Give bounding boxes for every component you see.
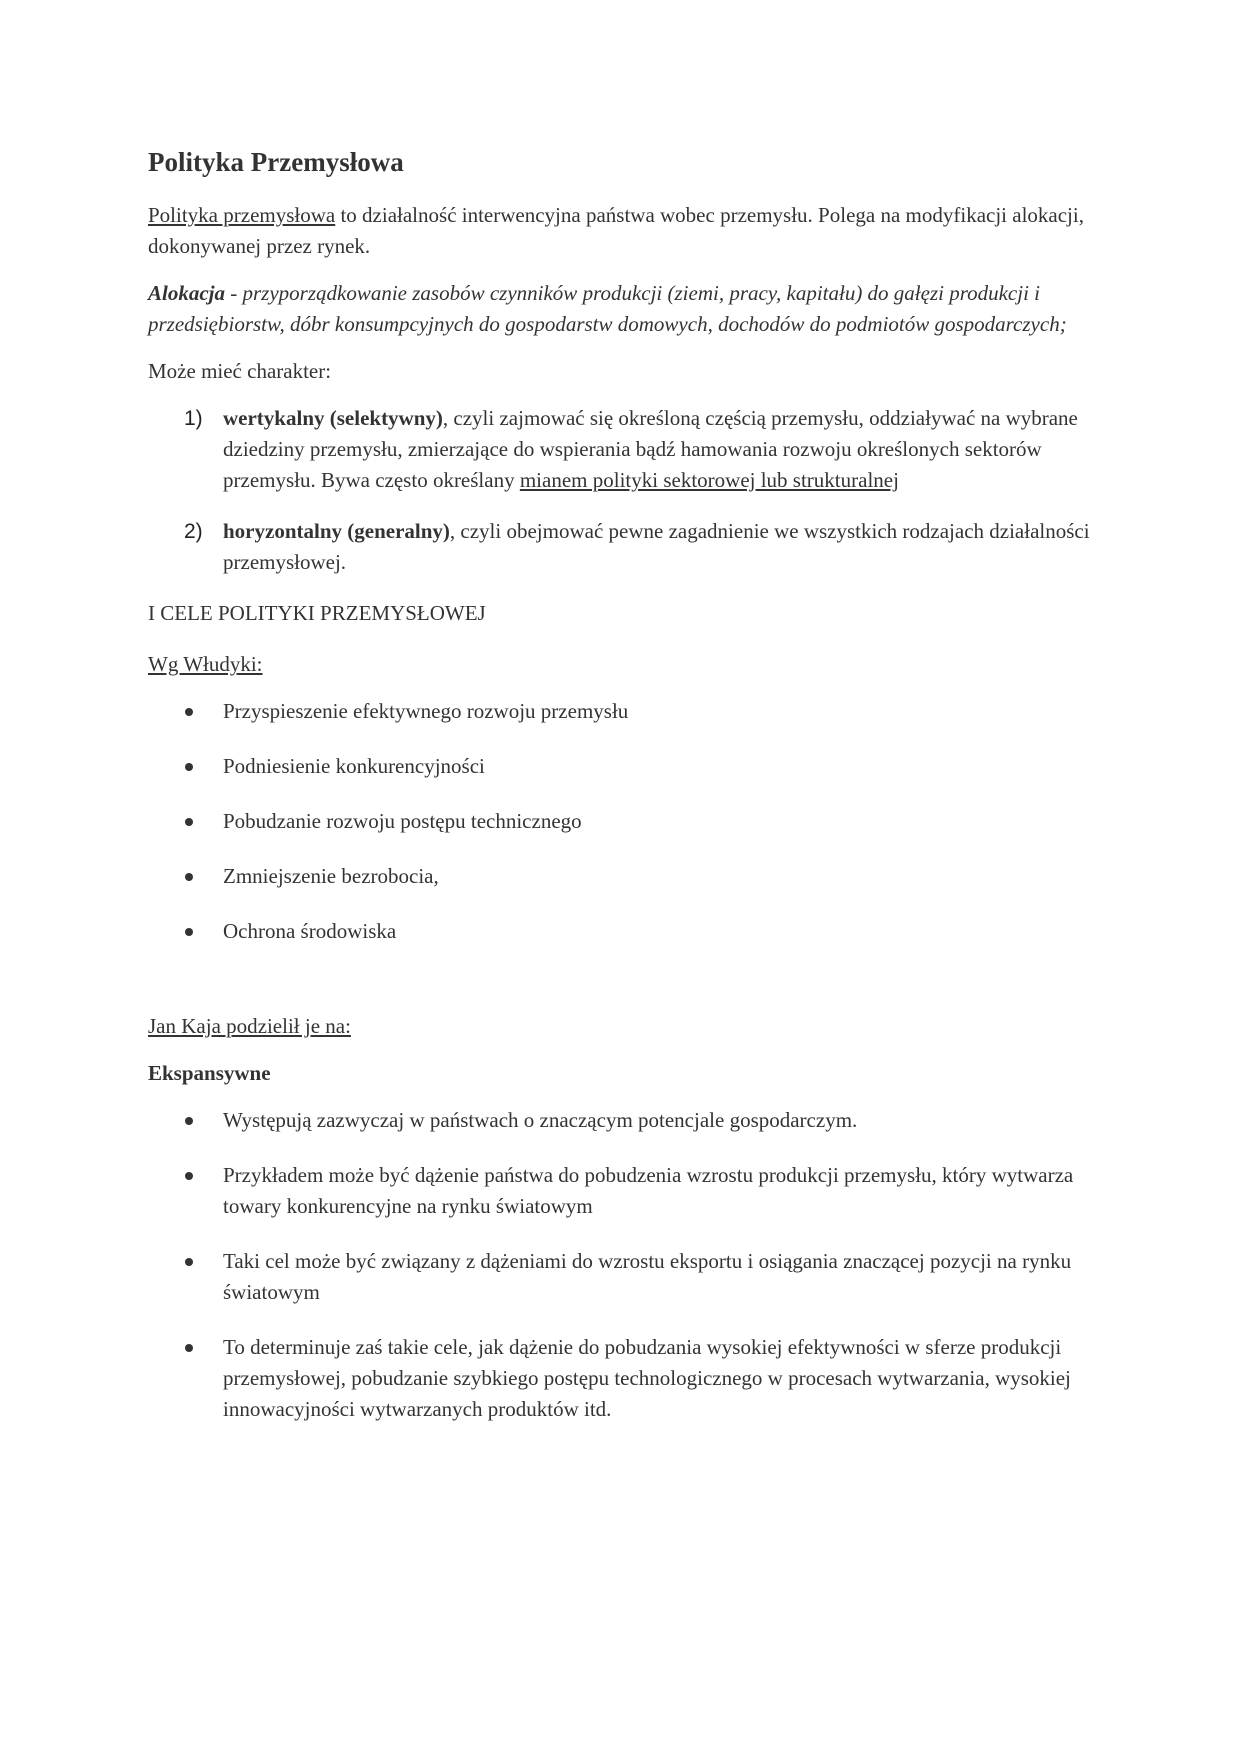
list-number: 1)	[184, 407, 203, 431]
wludyka-list	[148, 696, 1093, 947]
definition-text: - przyporządkowanie zasobów czynników produkcji (ziemi, pracy, kapitału) do gałęzi produkcji i przedsiębiorstw, dóbr konsumpcyjnych do gospodarstw domowych, dochodów do podmiotów gospodarczych;	[148, 281, 1067, 337]
bullet-icon	[185, 1344, 193, 1352]
list-item	[148, 1332, 1093, 1425]
bullet-icon	[185, 818, 193, 826]
list-item-text: Przyspieszenie efektywnego rozwoju przemysłu	[223, 699, 629, 724]
kaja-list	[148, 1105, 1093, 1425]
character-term: horyzontalny (generalny)	[223, 519, 450, 544]
section-heading: I CELE POLITYKI PRZEMYSŁOWEJ	[148, 601, 486, 626]
character-term: wertykalny (selektywny)	[223, 406, 443, 431]
list-item-text: Zmniejszenie bezrobocia,	[223, 864, 439, 889]
list-item	[148, 1105, 1093, 1136]
intro-paragraph	[148, 200, 1093, 262]
definition-paragraph	[148, 278, 1093, 340]
character-intro: Może mieć charakter:	[148, 359, 332, 384]
list-item-text: Pobudzanie rozwoju postępu technicznego	[223, 809, 582, 834]
bullet-icon	[185, 928, 193, 936]
bullet-icon	[185, 1258, 193, 1266]
list-item	[148, 751, 1093, 782]
list-item-text: Ochrona środowiska	[223, 919, 397, 944]
list-item	[148, 861, 1093, 892]
character-link: mianem polityki sektorowej lub strukturalnej	[519, 468, 899, 493]
bullet-icon	[185, 763, 193, 771]
bullet-icon	[185, 873, 193, 881]
character-text: , czyli zajmować się określoną częścią przemysłu, oddziaływać na wybrane dziedziny przemysłu, zmierzające do wspierania bądź hamowania rozwoju określonych sektorów przemysłu. Bywa często określany	[223, 406, 1078, 493]
document-title: Polityka Przemysłowa	[148, 147, 404, 177]
list-item	[148, 1160, 1093, 1222]
character-item	[148, 516, 1093, 578]
list-item	[148, 1246, 1093, 1308]
kaja-subheading: Ekspansywne	[148, 1061, 271, 1086]
list-number: 2)	[184, 520, 203, 544]
document-page	[148, 145, 1093, 1449]
spacer	[148, 971, 1093, 1011]
intro-term: Polityka przemysłowa	[148, 203, 336, 228]
intro-text: to działalność interwencyjna państwa wobec przemysłu. Polega na modyfikacji alokacji, dokonywanej przez rynek.	[148, 203, 1084, 259]
character-item	[148, 403, 1093, 496]
list-item-text: Występują zazwyczaj w państwach o znaczącym potencjale gospodarczym.	[223, 1108, 858, 1133]
definition-term: Alokacja	[148, 281, 225, 306]
character-list	[148, 403, 1093, 578]
list-item	[148, 696, 1093, 727]
bullet-icon	[185, 1172, 193, 1180]
character-text: , czyli obejmować pewne zagadnienie we wszystkich rodzajach działalności przemysłowej.	[223, 519, 1090, 575]
kaja-label: Jan Kaja podzielił je na:	[148, 1014, 351, 1039]
wludyka-label: Wg Włudyki:	[148, 652, 263, 677]
list-item-text: Taki cel może być związany z dążeniami do wzrostu eksportu i osiągania znaczącej pozycji na rynku światowym	[223, 1249, 1072, 1305]
list-item-text: To determinuje zaś takie cele, jak dążenie do pobudzania wysokiej efektywności w sferze produkcji przemysłowej, pobudzanie szybkiego postępu technologicznego w procesach wytwarzania, wysokiej innowacyjności wytwarzanych produktów itd.	[223, 1335, 1071, 1422]
list-item-text: Przykładem może być dążenie państwa do pobudzenia wzrostu produkcji przemysłu, który wytwarza towary konkurencyjne na rynku światowym	[223, 1163, 1074, 1219]
list-item	[148, 806, 1093, 837]
list-item	[148, 916, 1093, 947]
bullet-icon	[185, 1117, 193, 1125]
list-item-text: Podniesienie konkurencyjności	[223, 754, 485, 779]
bullet-icon	[185, 708, 193, 716]
